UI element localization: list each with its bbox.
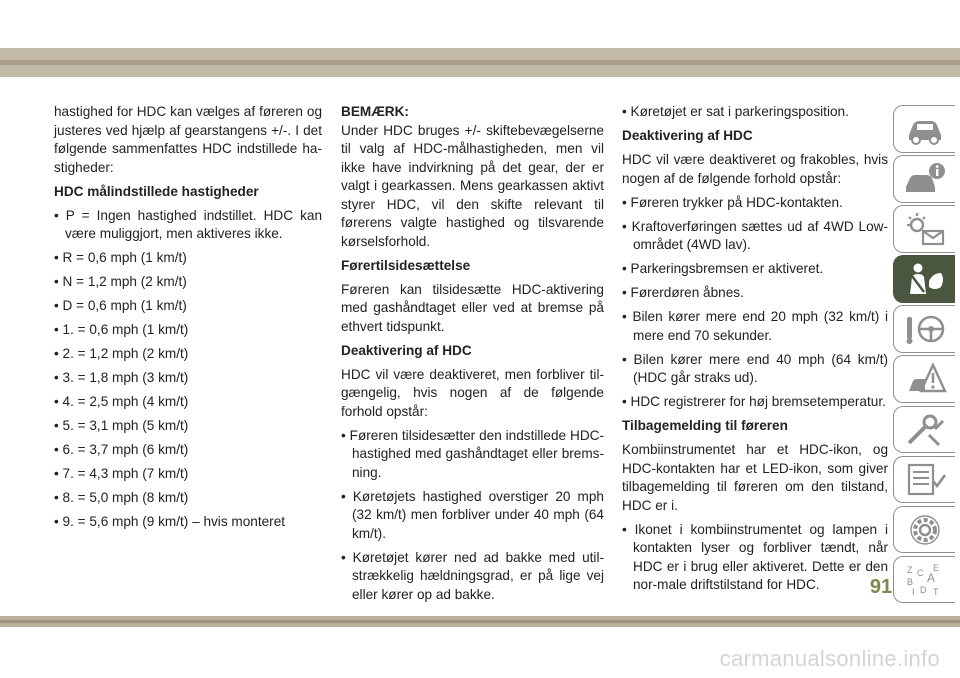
section-heading: Tilbagemelding til føreren	[622, 418, 788, 433]
note-heading: BEMÆRK:	[341, 104, 409, 119]
column-2	[341, 103, 604, 610]
note-paragraph: Under HDC bruges +/- skiftebevægelserne til valg af HDC-målhastigheden, men vil ikke have indvirkning på det gear, der er valgt i gearkassen. Mens gearkassen aktivt styrer HDC, vil den skifte relevant til førerens valgte hastighed og tilsvarende kørselsforhold.	[341, 122, 604, 249]
list-item: • P = Ingen hastighed indstillet. HDC kan være muliggjort, men aktiveres ikke.	[54, 207, 322, 241]
tab-service[interactable]	[893, 406, 955, 454]
list-item: • HDC registrerer for høj bremsetemperatur.	[622, 394, 886, 409]
bottom-band	[0, 616, 960, 627]
list-item: • Førerdøren åbnes.	[622, 285, 744, 300]
section-heading: Deaktivering af HDC	[341, 342, 472, 358]
section-heading: Førertilsidesættelse	[341, 257, 471, 273]
tab-index[interactable]	[893, 556, 955, 604]
list-item: • 8. = 5,0 mph (8 km/t)	[54, 490, 189, 505]
list-item: • Bilen kører mere end 20 mph (32 km/t) i mere end 70 sekunder.	[622, 309, 888, 343]
list-item: • Kraftoverføringen sættes ud af 4WD Low-området (4WD lav).	[622, 218, 888, 252]
section-heading: HDC målindstillede hastigheder	[54, 183, 259, 199]
alphabet-index-icon	[903, 562, 947, 598]
car-info-icon	[903, 161, 947, 197]
tab-vehicle[interactable]	[893, 105, 955, 153]
page-number: 91	[869, 576, 893, 598]
seatbelt-airbag-icon	[903, 261, 947, 297]
car-icon	[903, 111, 947, 147]
steering-wheel-icon	[903, 311, 947, 347]
column-1	[54, 103, 322, 537]
list-item: • Køretøjet kører ned ad bakke med util-strækkelig hældningsgrad, er på lige vej eller kører op ad bakke.	[341, 549, 604, 602]
wrench-service-icon	[903, 411, 947, 447]
list-item: • 6. = 3,7 mph (6 km/t)	[54, 442, 189, 457]
list-item: • Ikonet i kombiinstrumentet og lampen i kontakten lyser og forbliver tændt, når HDC er i brug eller aktiveret. Dette er den nor-male driftstilstand for HDC.	[622, 521, 888, 592]
list-item: • 1. = 0,6 mph (1 km/t)	[54, 322, 189, 337]
list-item: • 4. = 2,5 mph (4 km/t)	[54, 394, 189, 409]
index-letter: Z	[906, 564, 912, 575]
tab-vehicle-info[interactable]	[893, 155, 955, 203]
list-item: • Parkeringsbremsen er aktiveret.	[622, 261, 824, 276]
list-item: • 7. = 4,3 mph (7 km/t)	[54, 466, 189, 481]
checklist-icon	[903, 461, 947, 497]
intro-paragraph: hastighed for HDC kan vælges af føreren og justeres ved hjælp af gearstangens +/-. I det følgende sammenfattes HDC indstillede ha-stigheder:	[54, 104, 322, 175]
list-item: • 2. = 1,2 mph (2 km/t)	[54, 346, 189, 361]
list-item: • Føreren tilsidesætter den indstillede HDC-hastighed med gashåndtaget eller brems-ning.	[341, 427, 604, 480]
watermark: carmanualsonline.info	[719, 646, 940, 671]
settings-gear-icon	[903, 512, 947, 548]
roadside-warning-icon	[903, 361, 947, 397]
tab-technical-specs[interactable]	[893, 456, 955, 504]
tab-warning-lights[interactable]	[893, 205, 955, 253]
index-letter: T	[932, 586, 938, 597]
list-item: • Køretøjet er sat i parkeringsposition.	[622, 104, 849, 119]
paragraph: HDC vil være deaktiveret, men forbliver til-gængelig, hvis nogen af de følgende forhold opstår:	[341, 366, 604, 419]
paragraph: HDC vil være deaktiveret og frakobles, hvis nogen af de følgende forhold opstår:	[622, 152, 888, 186]
tab-multimedia[interactable]	[893, 506, 955, 554]
paragraph: Kombiinstrumentet har et HDC-ikon, og HDC-kontakten har et LED-ikon, som giver tilbagemelding til føreren om den tilstand, HDC er i.	[622, 442, 888, 513]
list-item: • D = 0,6 mph (1 km/t)	[54, 298, 187, 313]
top-band	[0, 48, 960, 77]
index-letter: E	[932, 562, 939, 573]
index-letter: B	[906, 576, 913, 587]
section-heading: Deaktivering af HDC	[622, 128, 753, 143]
list-item: • N = 1,2 mph (2 km/t)	[54, 274, 187, 289]
list-item: • Føreren trykker på HDC-kontakten.	[622, 194, 843, 210]
paragraph: Føreren kan tilsidesætte HDC-aktivering med gashåndtaget eller ved at bremse på ethvert tidspunkt.	[341, 281, 604, 334]
tab-starting-driving[interactable]	[893, 305, 955, 353]
list-item: • R = 0,6 mph (1 km/t)	[54, 250, 187, 265]
index-letter: C	[916, 567, 923, 578]
list-item: • 3. = 1,8 mph (3 km/t)	[54, 370, 189, 385]
list-item: • Køretøjets hastighed overstiger 20 mph (32 km/t) men forbliver under 40 mph (64 km/t).	[341, 488, 604, 541]
list-item: • 5. = 3,1 mph (5 km/t)	[54, 418, 189, 433]
warning-lights-icon	[903, 211, 947, 247]
index-letter: D	[919, 584, 926, 595]
list-item: • 9. = 5,6 mph (9 km/t) – hvis monteret	[54, 514, 286, 529]
top-band-stripe	[0, 60, 960, 65]
index-letter: A	[926, 570, 935, 585]
index-letter: I	[911, 586, 915, 597]
list-item: • Bilen kører mere end 40 mph (64 km/t) (HDC går straks ud).	[622, 351, 888, 385]
chapter-tabs	[893, 105, 955, 606]
column-3	[622, 103, 888, 600]
tab-emergency[interactable]	[893, 355, 955, 403]
bottom-band-stripe	[0, 620, 960, 623]
tab-safety[interactable]	[893, 255, 955, 303]
